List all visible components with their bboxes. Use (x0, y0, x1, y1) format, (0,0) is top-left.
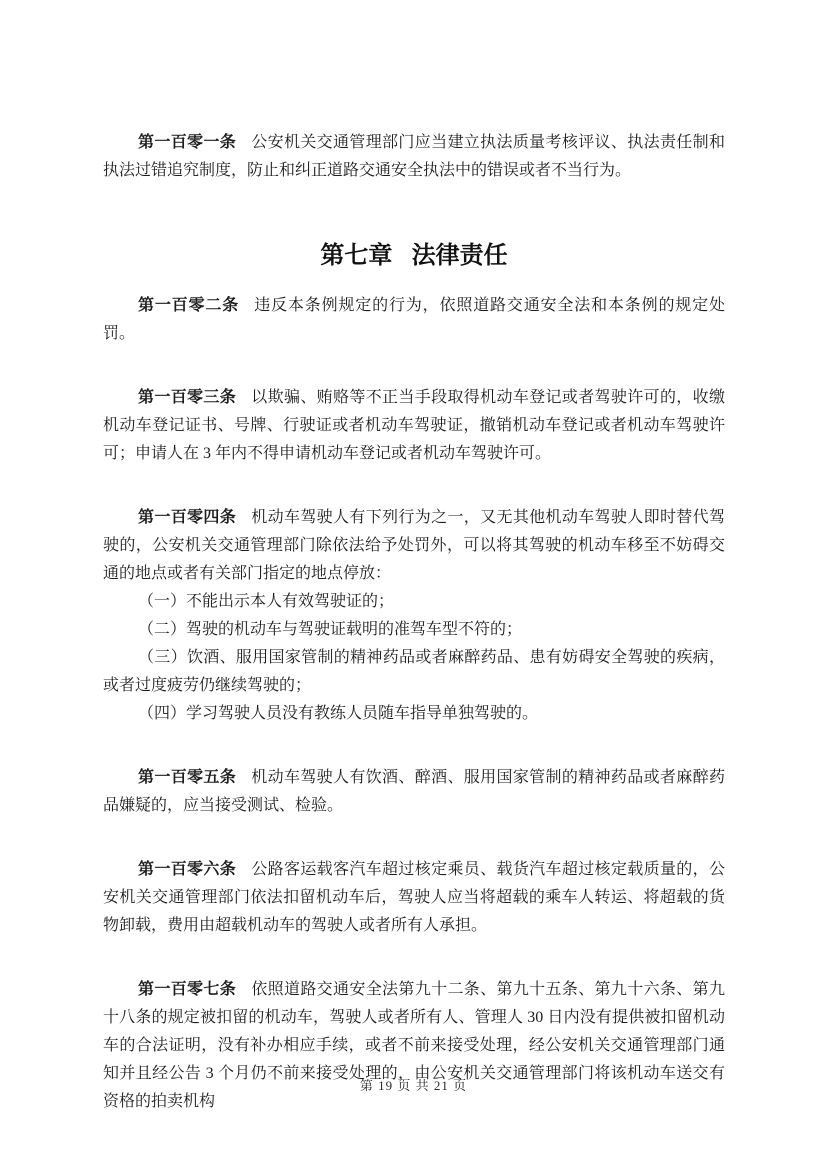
chapter-number: 第七章 (320, 242, 393, 269)
article-104-item-1: （一）不能出示本人有效驾驶证的； (138, 593, 395, 610)
article-101-paragraph (103, 129, 725, 185)
chapter-heading (103, 241, 725, 271)
chapter-title: 法律责任 (411, 242, 508, 269)
article-106-number: 第一百零六条 (138, 861, 237, 878)
article-107-text: 依照道路交通安全法第九十二条、第九十五条、第九十六条、第九十八条的规定被扣留的机动车，驾驶人或者所有人、管理人 30 日内没有提供被扣留机动车的合法证明，没有补办相应手续，或者不前来接受处理，经公安机关交通管理部门通知并且经公告 3 个月仍不前来接受处理的，由公安机关交通管理部门将该机动车送交有资格的拍卖机构 (103, 981, 725, 1110)
document-content (103, 0, 725, 1116)
page-number-text: 第 19 页 共 21 页 (359, 1078, 468, 1093)
article-102-paragraph (103, 292, 725, 348)
article-104-item-2: （二）驾驶的机动车与驾驶证载明的准驾车型不符的； (138, 621, 523, 638)
article-105-text: 机动车驾驶人有饮酒、醉酒、服用国家管制的精神药品或者麻醉药品嫌疑的，应当接受测试、检验。 (103, 769, 725, 814)
article-101-text: 公安机关交通管理部门应当建立执法质量考核评议、执法责任制和执法过错追究制度，防止和纠正道路交通安全执法中的错误或者不当行为。 (103, 134, 725, 179)
article-104-item-3: （三）饮酒、服用国家管制的精神药品或者麻醉药品、患有妨碍安全驾驶的疾病，或者过度疲劳仍继续驾驶的； (103, 649, 725, 694)
article-101-number: 第一百零一条 (138, 134, 237, 151)
article-105-paragraph (103, 764, 725, 820)
article-104-number: 第一百零四条 (138, 509, 237, 526)
article-103-number: 第一百零三条 (138, 389, 237, 406)
article-107-number: 第一百零七条 (138, 981, 237, 998)
article-102-text: 违反本条例规定的行为，依照道路交通安全法和本条例的规定处罚。 (103, 297, 725, 342)
article-104-text: 机动车驾驶人有下列行为之一，又无其他机动车驾驶人即时替代驾驶的，公安机关交通管理部门除依法给予处罚外，可以将其驾驶的机动车移至不妨碍交通的地点或者有关部门指定的地点停放： (103, 509, 725, 582)
article-104-paragraph (103, 504, 725, 588)
article-104-item-4: （四）学习驾驶人员没有教练人员随车指导单独驾驶的。 (138, 705, 539, 722)
page-footer (0, 1078, 827, 1094)
article-105-number: 第一百零五条 (138, 769, 237, 786)
article-107-paragraph (103, 976, 725, 1116)
article-102-number: 第一百零二条 (138, 297, 240, 314)
article-106-paragraph (103, 856, 725, 940)
article-106-text: 公路客运载客汽车超过核定乘员、载货汽车超过核定载质量的，公安机关交通管理部门依法扣留机动车后，驾驶人应当将超载的乘车人转运、将超载的货物卸载，费用由超载机动车的驾驶人或者所有人承担。 (103, 861, 725, 934)
article-103-paragraph (103, 384, 725, 468)
article-103-text: 以欺骗、贿赂等不正当手段取得机动车登记或者驾驶许可的，收缴机动车登记证书、号牌、行驶证或者机动车驾驶证，撤销机动车登记或者机动车驾驶许可；申请人在 3 年内不得申请机动车登记或者机动车驾驶许可。 (103, 389, 725, 462)
